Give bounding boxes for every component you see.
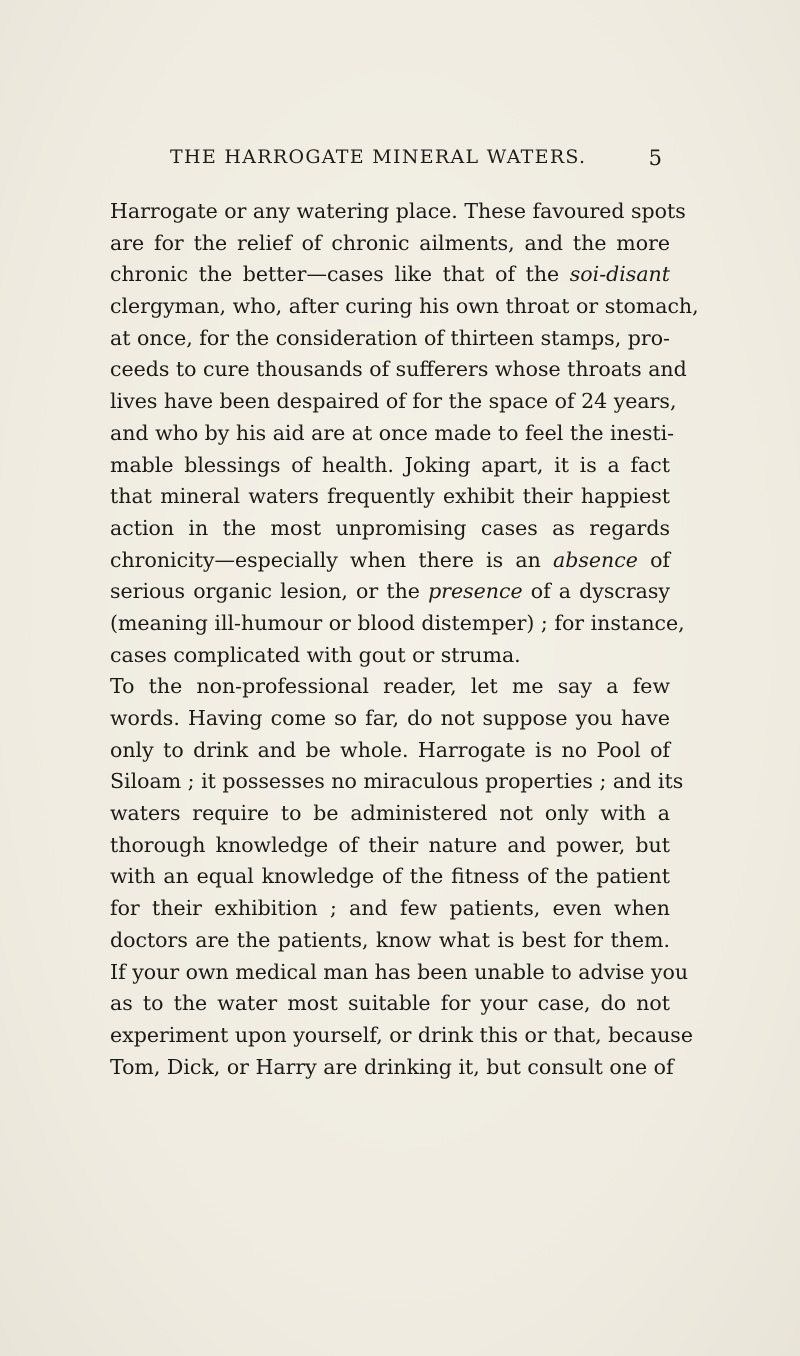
text-segment: action in the most unpromising cases as regards — [110, 515, 670, 540]
text-line — [110, 893, 670, 925]
text-segment: (meaning ill-humour or blood distemper) ; for instance, — [110, 610, 685, 635]
text-line — [110, 386, 677, 418]
text-line — [110, 957, 689, 989]
text-segment: chronic the better—cases like that of the — [110, 262, 570, 287]
text-segment: chronicity—especially when there is an — [110, 547, 554, 572]
text-line — [110, 323, 670, 355]
text-line — [110, 450, 670, 482]
text-line — [110, 291, 699, 323]
text-segment: clergyman, who, after curing his own throat or stomach, — [110, 294, 699, 319]
text-segment: doctors are the patients, know what is best for them. — [110, 927, 670, 952]
text-segment: To the non-professional reader, let me say a few — [110, 674, 670, 699]
text-line — [110, 354, 687, 386]
text-segment: and who by his aid are at once made to feel the inesti- — [110, 420, 675, 445]
text-segment: experiment upon yourself, or drink this or that, because — [110, 1022, 693, 1047]
text-line — [110, 988, 670, 1020]
italic-text: soi-disant — [569, 262, 670, 287]
text-line — [110, 861, 670, 893]
text-segment: of — [637, 547, 670, 572]
text-line — [110, 196, 686, 228]
text-line — [110, 418, 675, 450]
text-segment: only to drink and be whole. Harrogate is no Pool of — [110, 737, 670, 762]
italic-text: absence — [553, 547, 638, 572]
text-line — [110, 228, 670, 260]
text-line — [110, 671, 670, 703]
text-segment: Harrogate or any watering place. These favoured spots — [110, 199, 686, 223]
text-line — [110, 1020, 693, 1052]
text-segment: are for the relief of chronic ailments, and the more — [110, 230, 670, 255]
text-line — [110, 259, 670, 291]
text-line — [110, 1052, 674, 1084]
text-segment: of a dyscrasy — [522, 579, 670, 604]
text-line — [110, 703, 670, 735]
body-text — [110, 196, 699, 1083]
text-line — [110, 608, 685, 640]
text-segment: for their exhibition ; and few patients, even when — [110, 896, 670, 921]
text-segment: lives have been despaired of for the space of 24 years, — [110, 389, 677, 414]
running-title: THE HARROGATE MINERAL WATERS. — [170, 146, 587, 168]
text-line — [110, 925, 670, 957]
italic-text: presence — [428, 579, 523, 604]
text-segment: cases complicated with gout or struma. — [110, 642, 521, 667]
text-segment: ceeds to cure thousands of sufferers whose throats and — [110, 357, 687, 382]
text-line — [110, 576, 670, 608]
text-segment: serious organic lesion, or the — [110, 579, 429, 604]
text-line — [110, 545, 670, 577]
text-segment: mable blessings of health. Joking apart, it is a fact — [110, 452, 670, 477]
text-line — [110, 481, 670, 513]
text-segment: If your own medical man has been unable to advise you — [110, 959, 689, 984]
text-segment: that mineral waters frequently exhibit their happiest — [110, 484, 670, 509]
text-line — [110, 766, 684, 798]
text-segment: at once, for the consideration of thirteen stamps, pro- — [110, 325, 670, 350]
text-segment: Tom, Dick, or Harry are drinking it, but consult one of — [110, 1054, 674, 1079]
text-segment: words. Having come so far, do not suppose you have — [110, 706, 670, 730]
text-segment: Siloam ; it possesses no miraculous properties ; and its — [110, 769, 684, 794]
page-number: 5 — [648, 146, 662, 170]
text-line — [110, 640, 670, 672]
text-line — [110, 513, 670, 545]
text-line — [110, 735, 670, 767]
text-segment: with an equal knowledge of the fitness of the patient — [110, 864, 670, 889]
running-head — [170, 146, 662, 176]
text-line — [110, 830, 670, 862]
text-segment: as to the water most suitable for your case, do not — [110, 991, 670, 1016]
text-line — [110, 798, 670, 830]
text-segment: waters require to be administered not only with a — [110, 801, 670, 826]
text-segment: thorough knowledge of their nature and power, but — [110, 832, 670, 857]
